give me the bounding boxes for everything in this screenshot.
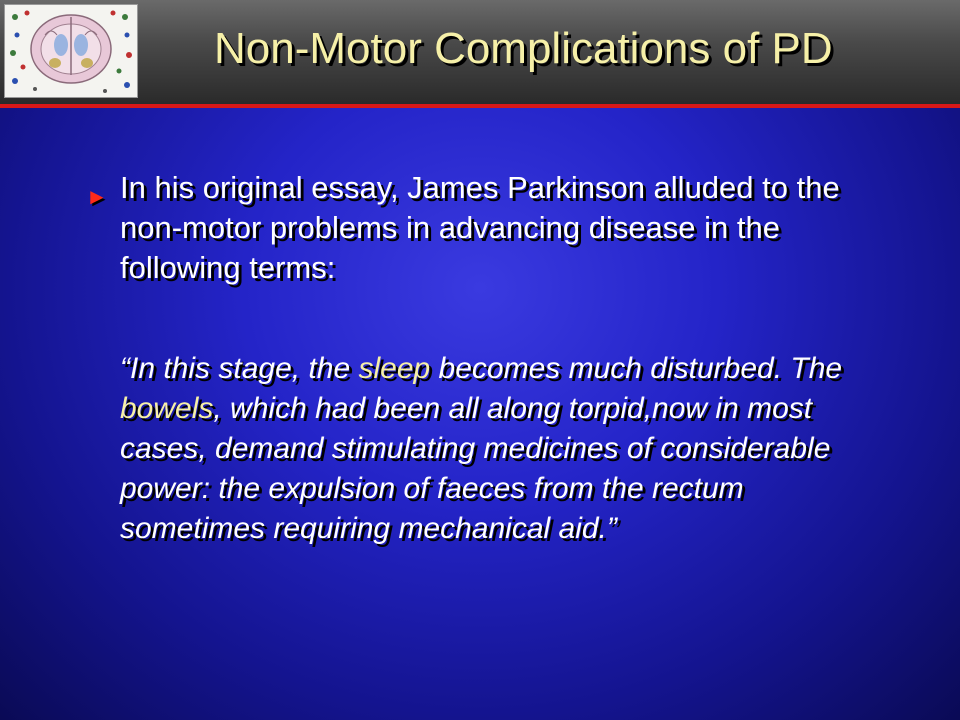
slide-body [86,168,876,549]
quote-part-3: , which had been all along torpid,now in most cases, demand stimulating medicines of considerable power: the expulsion of faeces from the rectum sometimes requiring mechanical aid.” [120,392,831,545]
slide-title: Non-Motor Complications of PD [214,24,833,73]
triangle-bullet-icon: ► [86,184,108,209]
quote-highlight-sleep: sleep [358,352,431,385]
brain-section-icon [4,4,138,98]
bullet-item [86,168,876,288]
quote-part-1: “In this stage, the [120,352,359,385]
parkinson-quote [86,349,876,549]
title-divider [0,104,960,108]
quote-part-2: becomes much disturbed. The [430,352,843,385]
bullet-text: In his original essay, James Parkinson alluded to the non-motor problems in advancing disease in the following terms: [120,170,840,285]
quote-highlight-bowels: bowels [120,392,214,425]
